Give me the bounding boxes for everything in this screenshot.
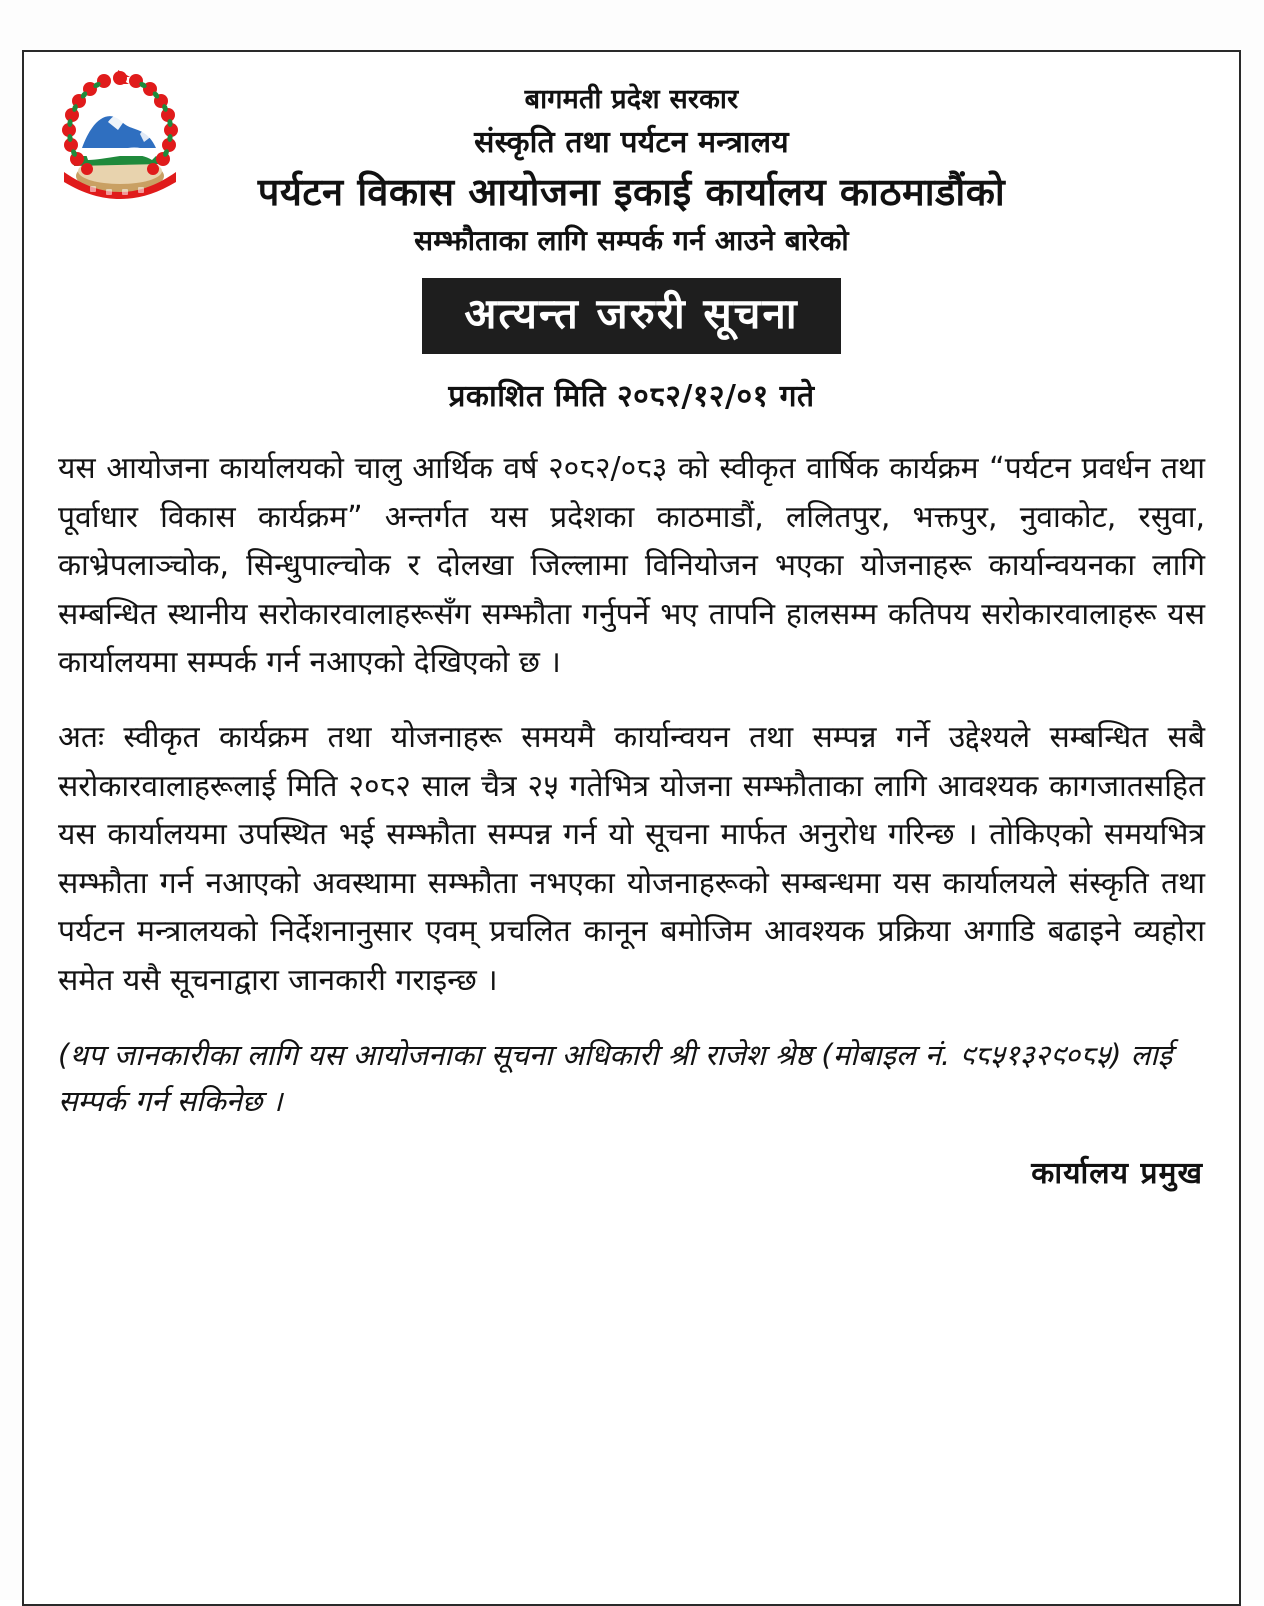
document-header (24, 52, 1239, 260)
document-border-frame (22, 50, 1241, 1606)
nepal-government-emblem-icon (56, 68, 184, 200)
office-chief-signature: कार्यालय प्रमुख (1031, 1156, 1203, 1192)
notice-subject-line: सम्झौताका लागि सम्पर्क गर्न आउने बारेको (414, 224, 849, 258)
urgent-notice-banner: अत्यन्त जरुरी सूचना (422, 278, 840, 354)
body-paragraph-1: यस आयोजना कार्यालयको चालु आर्थिक वर्ष २०८२/०८३ को स्वीकृत वार्षिक कार्यक्रम “पर्यटन प्रवर्धन तथा पूर्वाधार विकास कार्यक्रम” अन्तर्गत यस प्रदेशका काठमाडौं, ललितपुर, भक्तपुर, नुवाकोट, रसुवा, काभ्रेपलाञ्चोक, सिन्धुपाल्चोक र दोलखा जिल्लामा विनियोजन भएका योजनाहरू कार्यान्वयनका लागि सम्बन्धित स्थानीय सरोकारवालाहरूसँग सम्झौता गर्नुपर्ने भए तापनि हालसम्म कतिपय सरोकारवालाहरू यस कार्यालयमा सम्पर्क गर्न नआएको देखिएको छ । (58, 450, 1205, 681)
office-name-line: पर्यटन विकास आयोजना इकाई कार्यालय काठमाडौंको (257, 170, 1006, 215)
body-paragraph-2: अतः स्वीकृत कार्यक्रम तथा योजनाहरू समयमै कार्यान्वयन तथा सम्पन्न गर्ने उद्देश्यले सम्बन्धित सबै सरोकारवालाहरूलाई मिति २०८२ साल चैत्र २५ गतेभित्र योजना सम्झौताका लागि आवश्यक कागजातसहित यस कार्यालयमा उपस्थित भई सम्झौता सम्पन्न गर्न यो सूचना मार्फत अनुरोध गरिन्छ । तोकिएको समयभित्र सम्झौता गर्न नआएको अवस्थामा सम्झौता नभएका योजनाहरूको सम्बन्धमा यस कार्यालयले संस्कृति तथा पर्यटन मन्त्रालयको निर्देशनानुसार एवम् प्रचलित कानून बमोजिम आवश्यक प्रक्रिया अगाडि बढाइने व्यहोरा समेत यसै सूचनाद्वारा जानकारी गराइन्छ । (58, 719, 1205, 998)
province-government-line: बागमती प्रदेश सरकार (524, 84, 739, 115)
urgent-notice-banner-wrapper (24, 278, 1239, 354)
published-date: प्रकाशित मिति २०८२/१२/०१ गते (448, 378, 815, 414)
notice-body (24, 445, 1239, 1125)
ministry-line: संस्कृति तथा पर्यटन मन्त्रालय (474, 125, 789, 161)
contact-note: (थप जानकारीका लागि यस आयोजनाका सूचना अधिकारी श्री राजेश श्रेष्ठ (मोबाइल नं. ९८५१३२९०८५) लाई सम्पर्क गर्न सकिनेछ । (58, 1037, 1173, 1119)
